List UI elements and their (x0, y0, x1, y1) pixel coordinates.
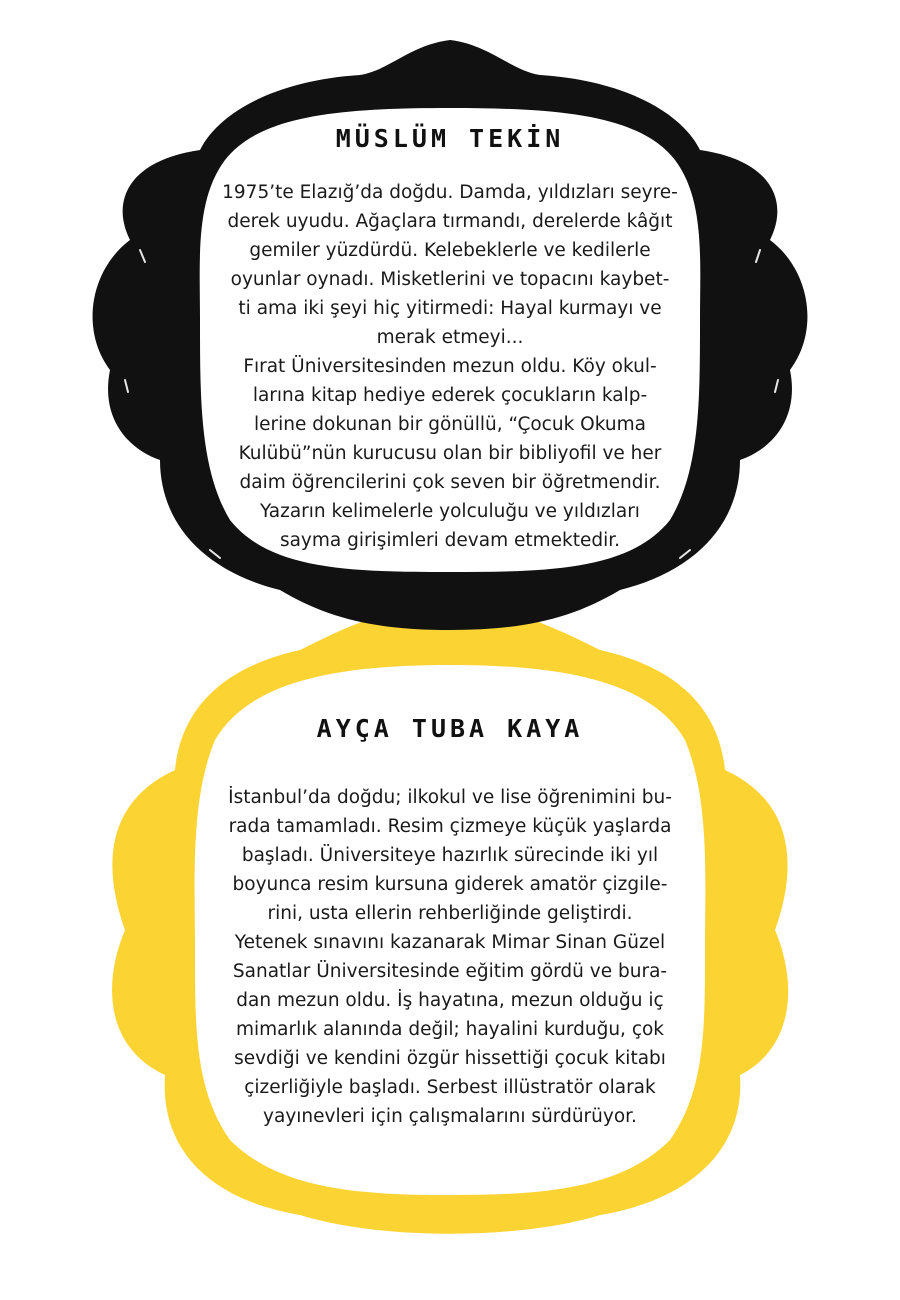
illustrator-bio (185, 783, 715, 1131)
illustrator-bio-line: dan mezun oldu. İş hayatına, mezun olduğu iç (236, 990, 664, 1011)
author-bio-line: lerine dokunan bir gönüllü, “Çocuk Okuma (254, 414, 646, 435)
author-bio-line: 1975’te Elazığ’da doğdu. Damda, yıldızları seyre- (222, 182, 678, 203)
illustrator-bio-line: çizerliğiyle başladı. Serbest illüstratör olarak (244, 1077, 656, 1098)
author-bio-line: ti ama iki şeyi hiç yitirmedi: Hayal kurmayı ve (238, 298, 662, 319)
author-bio-line: daim öğrencilerini çok seven bir öğretmendir. (239, 472, 661, 493)
author-bio-line: sayma girişimleri devam etmektedir. (279, 530, 621, 551)
illustrator-name: AYÇA TUBA KAYA (316, 714, 584, 743)
illustrator-bio-line: yayınevleri için çalışmalarını sürdürüyor. (263, 1106, 637, 1127)
illustrator-bio-line: rada tamamladı. Resim çizmeye küçük yaşlarda (228, 816, 672, 837)
illustrator-bio-line: rini, usta ellerin rehberliğinde geliştirdi. (267, 903, 633, 924)
illustrator-bio-line: boyunca resim kursuna giderek amatör çizgile- (232, 874, 668, 895)
author-name: MÜSLÜM TEKİN (335, 124, 565, 153)
illustrator-bio-line: Sanatlar Üniversitesinde eğitim gördü ve bura- (232, 961, 668, 982)
illustrator-bio-line: Yetenek sınavını kazanarak Mimar Sinan Güzel (234, 932, 666, 953)
illustrator-bio-line: İstanbul’da doğdu; ilkokul ve lise öğrenimini bu- (228, 787, 672, 808)
author-bio-line: Yazarın kelimelerle yolculuğu ve yıldızları (260, 501, 640, 522)
author-bio-line: merak etmeyi... (376, 327, 524, 348)
author-bio-line: Fırat Üniversitesinden mezun oldu. Köy okul- (243, 356, 657, 377)
author-bio (185, 178, 715, 555)
author-bio-line: Kulübü”nün kurucusu olan bir bibliyofil ve her (238, 443, 662, 464)
author-bio-line: gemiler yüzdürdü. Kelebeklerle ve kedilerle (249, 240, 651, 261)
author-bio-line: oyunlar oynadı. Misketlerini ve topacını kaybet- (230, 269, 670, 290)
illustrator-bio-line: sevdiği ve kendini özgür hissettiği çocuk kitabı (234, 1048, 666, 1069)
illustrator-bio-line: mimarlık alanında değil; hayalini kurduğu, çok (235, 1019, 665, 1040)
illustrator-bio-line: başladı. Üniversiteye hazırlık sürecinde iki yıl (241, 845, 659, 866)
author-bio-line: derek uyudu. Ağaçlara tırmandı, derelerde kâğıt (227, 211, 673, 232)
author-bio-line: larına kitap hediye ederek çocukların kalp- (252, 385, 648, 406)
